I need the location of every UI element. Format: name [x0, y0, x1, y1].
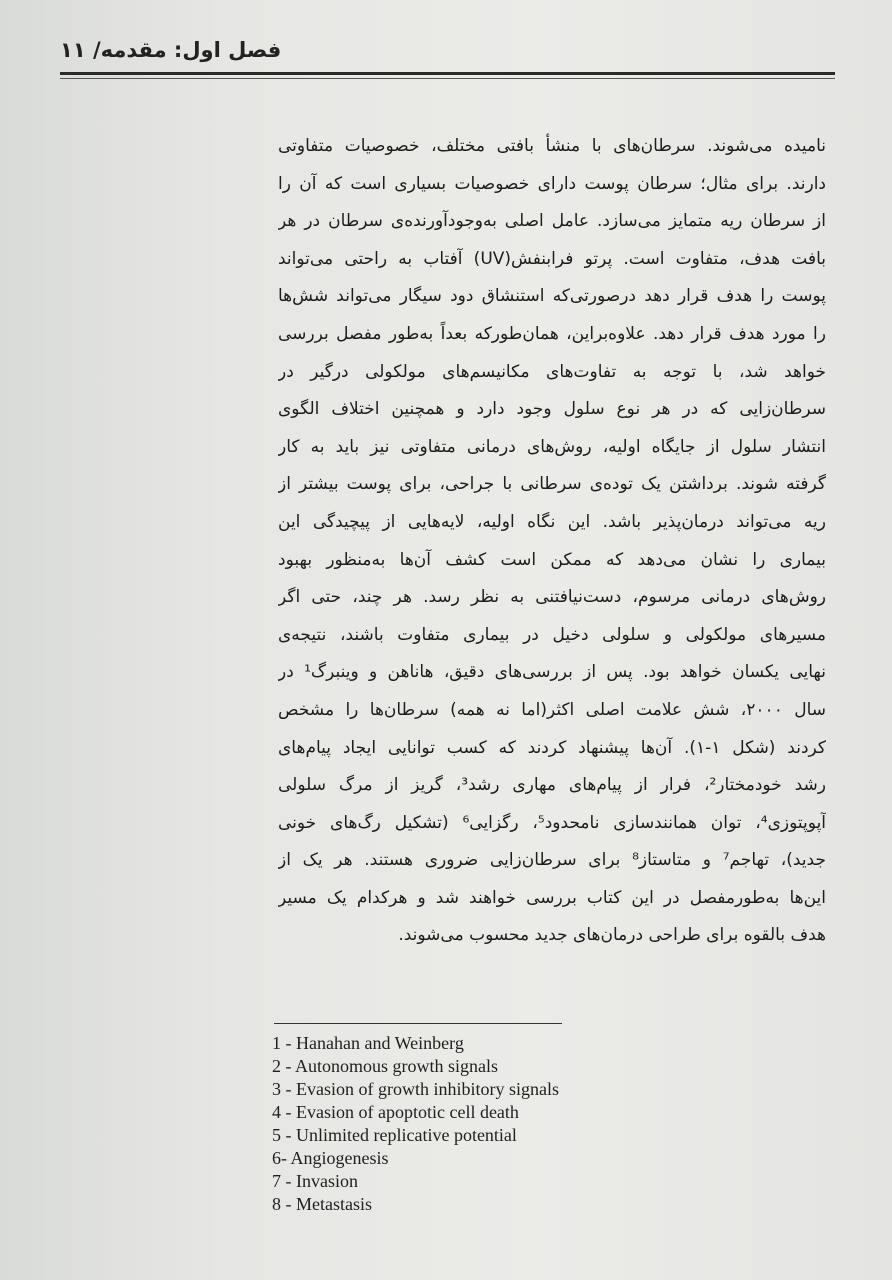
body-paragraph [278, 128, 826, 955]
text-line: رشد خودمختار²، فرار از پیام‌های مهاری رشد³، گریز از مرگ سلولی [278, 775, 826, 796]
text-line: کردند (شکل ۱-۱). آن‌ها پیشنهاد کردند که کسب توانایی ایجاد پیام‌های [278, 737, 826, 758]
text-line: بافت هدف، متفاوت است. پرتو فرابنفش(UV) آفتاب به راحتی می‌تواند [278, 248, 826, 269]
text-line: روش‌های درمانی مرسوم، دست‌نیافتنی به نظر رسد. هر چند، حتی اگر [278, 587, 826, 608]
text-line: خواهد شد، با توجه به تفاوت‌های مکانیسم‌های مولکولی درگیر در [278, 361, 826, 382]
footnote-item: 6- Angiogenesis [272, 1148, 389, 1168]
text-line: انتشار سلول از جایگاه اولیه، روش‌های درمانی متفاوتی نیز باید به کار [278, 436, 826, 457]
footnote-item: 4 - Evasion of apoptotic cell death [272, 1102, 519, 1122]
text-line: را مورد هدف قرار دهد. علاوه‌براین، همان‌طورکه بعداً به‌طور مفصل بررسی [278, 323, 826, 344]
header-rule-thick [60, 72, 835, 75]
footnote-item: 3 - Evasion of growth inhibitory signals [272, 1079, 559, 1099]
footnote-item: 1 - Hanahan and Weinberg [272, 1033, 464, 1053]
text-line: از سرطان ریه متمایز می‌سازد. عامل اصلی به‌وجودآورنده‌ی سرطان در هر [278, 211, 826, 232]
footnotes-list [272, 1032, 632, 1216]
text-line: سال ۲۰۰۰، شش علامت اصلی اکثر(اما نه همه) سرطان‌ها را مشخص [278, 699, 826, 720]
page-header [60, 36, 835, 76]
chapter-header-title: فصل اول: مقدمه/ ۱۱ [60, 38, 282, 62]
text-line: آپوپتوزی⁴، توان همانندسازی نامحدود⁵، رگزایی⁶ (تشکیل رگ‌های خونی [278, 812, 826, 833]
text-line: نامیده می‌شوند. سرطان‌های با منشأ بافتی مختلف، خصوصیات متفاوتی [278, 136, 826, 156]
text-line: سرطان‌زایی که در هر نوع سلول وجود دارد و همچنین اختلاف الگوی [278, 399, 826, 420]
text-line: مسیرهای مولکولی و سلولی دخیل در بیماری متفاوت باشند، نتیجه‌ی [278, 624, 826, 645]
text-line: جدید)، تهاجم⁷ و متاستاز⁸ برای سرطان‌زایی ضروری هستند. هر یک از [278, 850, 826, 871]
footnote-item: 7 - Invasion [272, 1171, 358, 1191]
text-line: پوست را هدف قرار دهد درصورتی‌که استنشاق دود سیگار می‌تواند شش‌ها [278, 286, 826, 307]
footnote-separator [274, 1023, 562, 1024]
header-rule-thin [60, 78, 835, 79]
text-line: بیماری را نشان می‌دهد که ممکن است کشف آن‌ها به‌منظور بهبود [278, 549, 826, 570]
footnote-item: 2 - Autonomous growth signals [272, 1056, 499, 1076]
text-line: هدف بالقوه برای طراحی درمان‌های جدید محسوب می‌شوند. [398, 925, 826, 946]
text-line: دارند. برای مثال؛ سرطان پوست دارای خصوصیات بسیاری است که آن را [278, 173, 826, 194]
text-line: نهایی یکسان خواهد بود. پس از بررسی‌های دقیق، هاناهن و وینبرگ¹ در [278, 662, 826, 683]
text-line: ریه می‌تواند درمان‌پذیر باشد. این نگاه اولیه، لایه‌هایی از پیچیدگی این [278, 511, 826, 532]
footnote-item: 8 - Metastasis [272, 1194, 372, 1214]
text-line: این‌ها به‌طورمفصل در این کتاب بررسی خواهند شد و هرکدام یک مسیر [278, 887, 826, 908]
footnote-item: 5 - Unlimited replicative potential [272, 1125, 517, 1145]
text-line: گرفته شوند. برداشتن یک توده‌ی سرطانی با جراحی، برای پوست بیشتر از [278, 474, 826, 495]
